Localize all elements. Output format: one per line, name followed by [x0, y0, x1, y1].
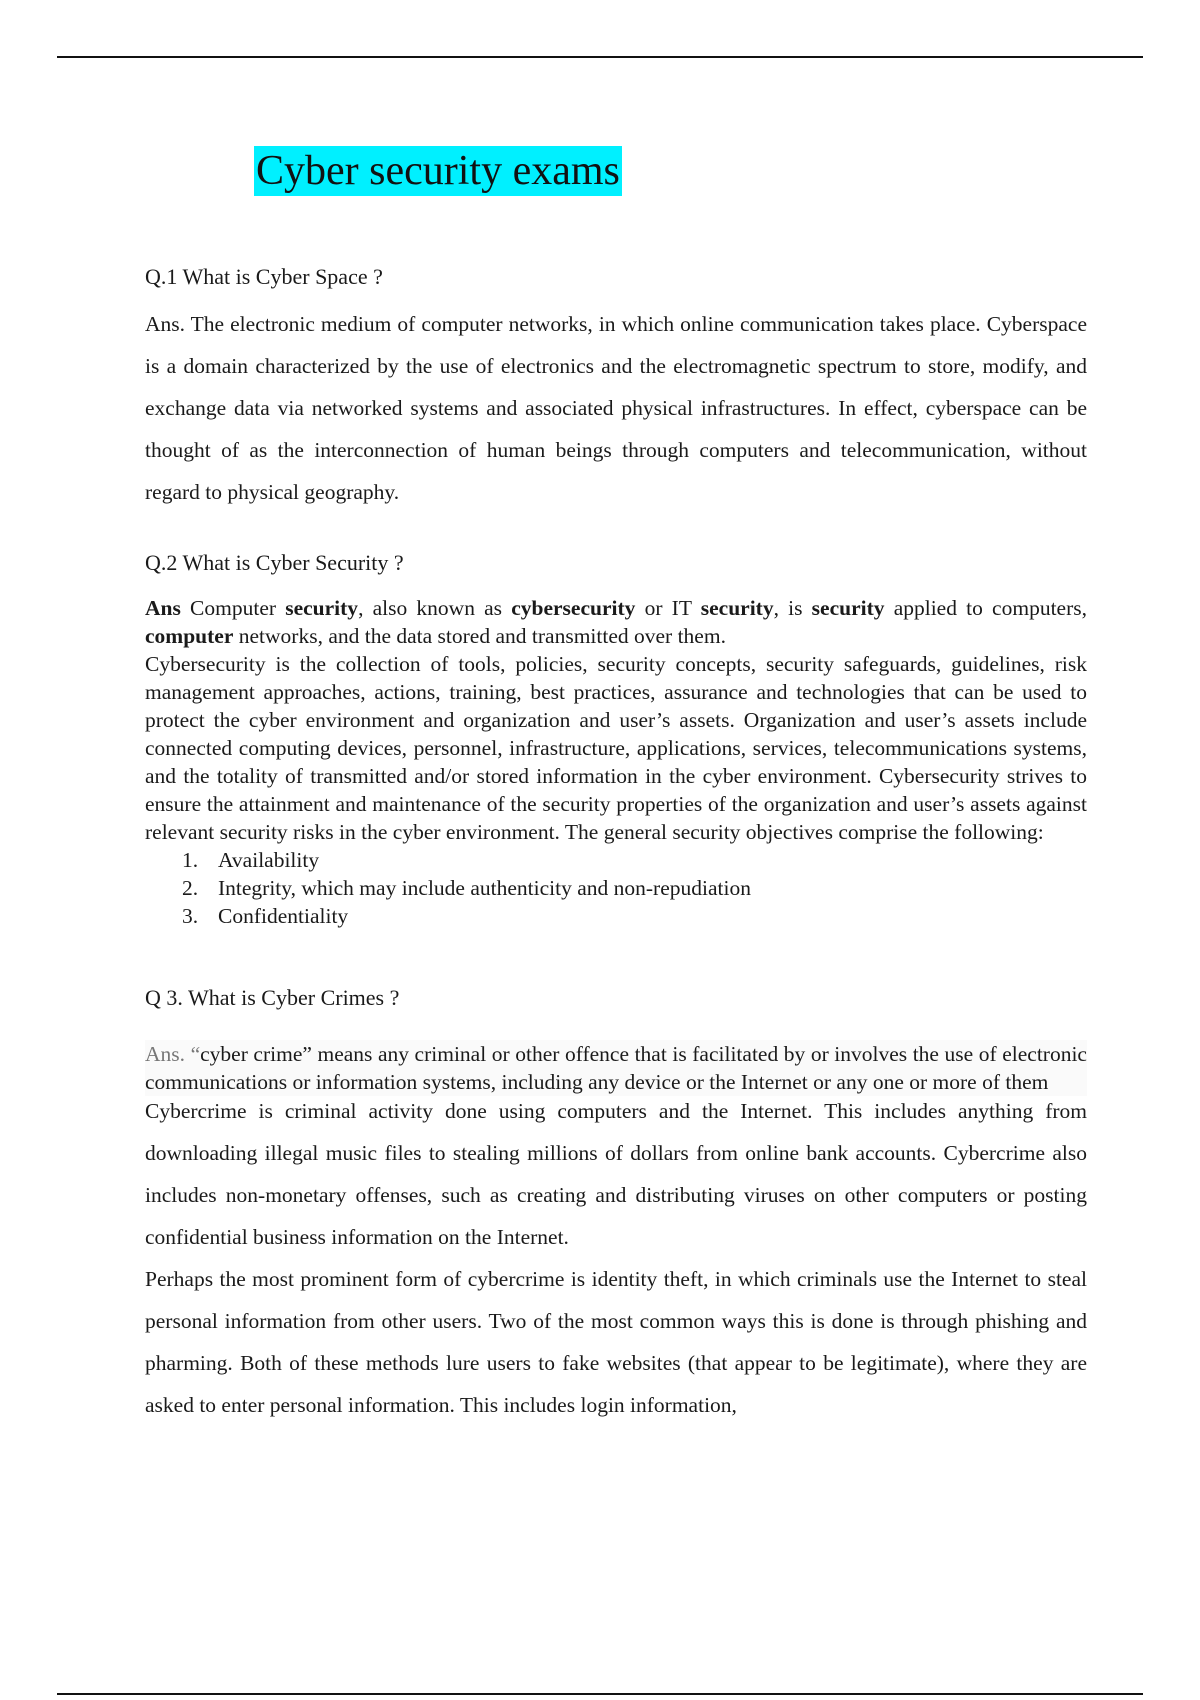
list-item: [145, 902, 1087, 930]
answer-2-bold: cybersecurity: [511, 596, 636, 620]
objectives-list: [145, 846, 1087, 930]
ans-label: Ans.: [145, 1042, 191, 1066]
answer-2-bold: computer: [145, 624, 234, 648]
answer-3-paragraph-2: Perhaps the most prominent form of cybercrime is identity theft, in which criminals use the Internet to steal personal information from other users. Two of the most common ways this is done is through phishing and pharming. Both of these methods lure users to fake websites (that appear to be legitimate), where they are asked to enter personal information. This includes login information,: [145, 1267, 1087, 1417]
page-title: Cyber security exams: [256, 148, 620, 194]
ans-label: Ans: [145, 596, 181, 620]
answer-3-paragraph-1: Cybercrime is criminal activity done using computers and the Internet. This includes anything from downloading illegal music files to stealing millions of dollars from online bank accounts. Cybercrime also includes non-monetary offenses, such as creating and distributing viruses on other computers or posting confidential business information on the Internet.: [145, 1099, 1087, 1249]
bottom-rule: [57, 1693, 1143, 1695]
answer-3-block: [145, 1040, 1087, 1426]
list-text: Integrity, which may include authenticity and non-repudiation: [218, 876, 751, 900]
list-text: Availability: [218, 848, 320, 872]
answer-2-text: applied to computers,: [884, 596, 1087, 620]
answer-3-definition: [145, 1040, 1087, 1096]
question-3: Q 3. What is Cyber Crimes ?: [145, 985, 400, 1010]
answer-2-text: or IT: [635, 596, 701, 620]
answer-2-text: , is: [773, 596, 812, 620]
title-block: [254, 146, 622, 196]
answer-2-text: networks, and the data stored and transmitted over them.: [233, 624, 726, 648]
answer-2-bold: security: [285, 596, 359, 620]
answer-1: Ans. The electronic medium of computer networks, in which online communication takes place. Cyberspace is a domain characterized by the use of electronics and the electromagnetic spectrum to store, modify, and exchange data via networked systems and associated physical infrastructures. In effect, cyberspace can be thought of as the interconnection of human beings through computers and telecommunication, without regard to physical geography.: [145, 312, 1087, 504]
answer-2-text: , also known as: [358, 596, 512, 620]
answer-2-text: Computer: [180, 596, 286, 620]
list-number: 3.: [182, 904, 199, 928]
list-number: 2.: [182, 876, 199, 900]
answer-2-bold: security: [811, 596, 885, 620]
answer-2-block: [145, 594, 1087, 930]
list-item: [145, 846, 1087, 874]
definition-text: cyber crime” means any criminal or other offence that is facilitated by or involves the use of electronic communications or information systems, including any device or the Internet or any one or more of them: [145, 1042, 1087, 1094]
answer-2-paragraph: Cybersecurity is the collection of tools, policies, security concepts, security safeguards, guidelines, risk management approaches, actions, training, best practices, assurance and technologies that can be used to protect the cyber environment and organization and user’s assets. Organization and user’s assets include connected computing devices, personnel, infrastructure, applications, services, telecommunications systems, and the totality of transmitted and/or stored information in the cyber environment. Cybersecurity strives to ensure the attainment and maintenance of the security properties of the organization and user’s assets against relevant security risks in the cyber environment. The general security objectives comprise the following:: [145, 652, 1087, 844]
list-item: [145, 874, 1087, 902]
list-number: 1.: [182, 848, 199, 872]
question-2: Q.2 What is Cyber Security ?: [145, 550, 404, 575]
answer-2-bold: security: [700, 596, 774, 620]
answer-1-block: [145, 303, 1087, 513]
question-1: Q.1 What is Cyber Space ?: [145, 264, 383, 289]
quote-mark: “: [190, 1042, 201, 1066]
top-rule: [57, 56, 1143, 58]
list-text: Confidentiality: [218, 904, 349, 928]
answer-2-intro: [145, 594, 1087, 650]
